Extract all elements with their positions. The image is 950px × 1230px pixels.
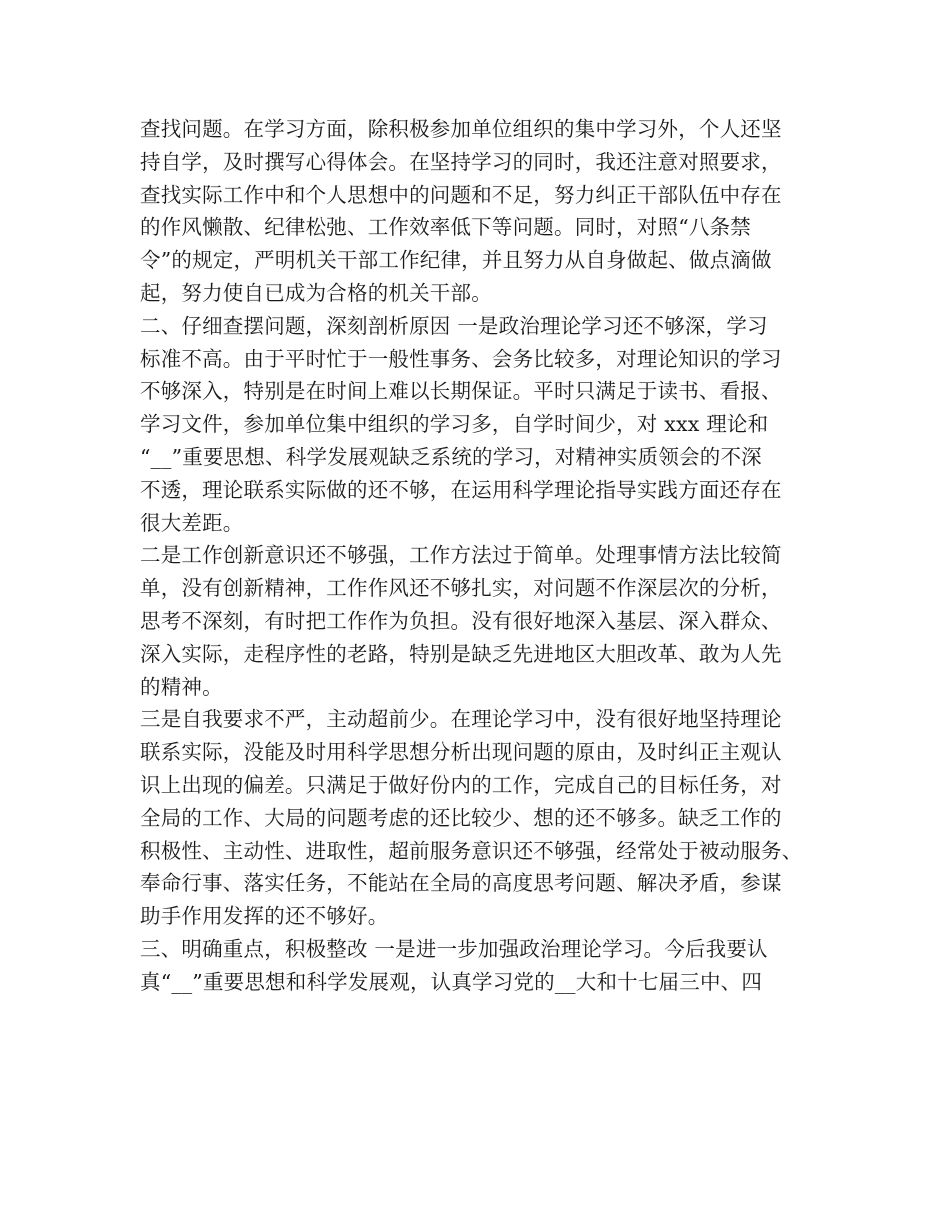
section-heading-3: 三、明确重点，积极整改 一是进一步加强政治理论学习。今后我要认 — [140, 936, 768, 961]
text-line-21: 识上出现的偏差。只满足于做好份内的工作，完成自己的目标任务，对 — [140, 772, 782, 797]
text-line-12: 不透，理论联系实际做的还不够，在运用科学理论指导实践方面还存在 — [140, 477, 782, 502]
text-line-19: 三是自我要求不严，主动超前少。在理论学习中，没有很好地坚持理论 — [140, 707, 782, 732]
text-line-20: 联系实际，没能及时用科学思想分析出现问题的原由，及时纠正主观认 — [140, 740, 782, 765]
body-text — [140, 113, 830, 999]
text-line-8: 标准不高。由于平时忙于一般性事务、会务比较多，对理论知识的学习 — [140, 346, 782, 371]
text-line-5: 令”的规定，严明机关干部工作纪律，并且努力从自身做起、做点滴做 — [140, 248, 772, 273]
text-line-6: 起，努力使自已成为合格的机关干部。 — [140, 280, 492, 305]
text-line-10: 学习文件，参加单位集中组织的学习多，自学时间少，对 xxx 理论和 — [140, 412, 769, 437]
text-line-9: 不够深入，特别是在时间上难以长期保证。平时只满足于读书、看报、 — [140, 379, 782, 404]
text-line-4: 的作风懒散、纪律松弛、工作效率低下等问题。同时，对照“八条禁 — [140, 215, 751, 240]
text-line-22: 全局的工作、大局的问题考虑的还比较少、想的还不够多。缺乏工作的 — [140, 805, 782, 830]
text-line-2: 持自学，及时撰写心得体会。在坚持学习的同时，我还注意对照要求， — [140, 149, 782, 174]
text-line-13: 很大差距。 — [140, 510, 244, 535]
text-line-3: 查找实际工作中和个人思想中的问题和不足，努力纠正干部队伍中存在 — [140, 182, 782, 207]
text-line-18: 的精神。 — [140, 674, 223, 699]
text-line-23: 积极性、主动性、进取性，超前服务意识还不够强，经常处于被动服务、 — [140, 838, 803, 863]
text-line-14: 二是工作创新意识还不够强，工作方法过于简单。处理事情方法比较简 — [140, 543, 782, 568]
text-line-11: “__”重要思想、科学发展观缺乏系统的学习，对精神实质领会的不深 — [140, 444, 762, 469]
text-line-27: 真“__”重要思想和科学发展观，认真学习党的__大和十七届三中、四 — [140, 969, 763, 994]
text-line-16: 思考不深刻，有时把工作作为负担。没有很好地深入基层、深入群众、 — [140, 608, 782, 633]
text-line-25: 助手作用发挥的还不够好。 — [140, 904, 389, 929]
section-heading-2: 二、仔细查摆问题，深刻剖析原因 一是政治理论学习还不够深，学习 — [140, 313, 768, 338]
text-line-15: 单，没有创新精神，工作作风还不够扎实，对问题不作深层次的分析， — [140, 576, 782, 601]
text-line-17: 深入实际，走程序性的老路，特别是缺乏先进地区大胆改革、敢为人先 — [140, 641, 782, 666]
text-line-1: 查找问题。在学习方面，除积极参加单位组织的集中学习外，个人还坚 — [140, 117, 782, 141]
text-line-24: 奉命行事、落实任务，不能站在全局的高度思考问题、解决矛盾，参谋 — [140, 871, 782, 896]
